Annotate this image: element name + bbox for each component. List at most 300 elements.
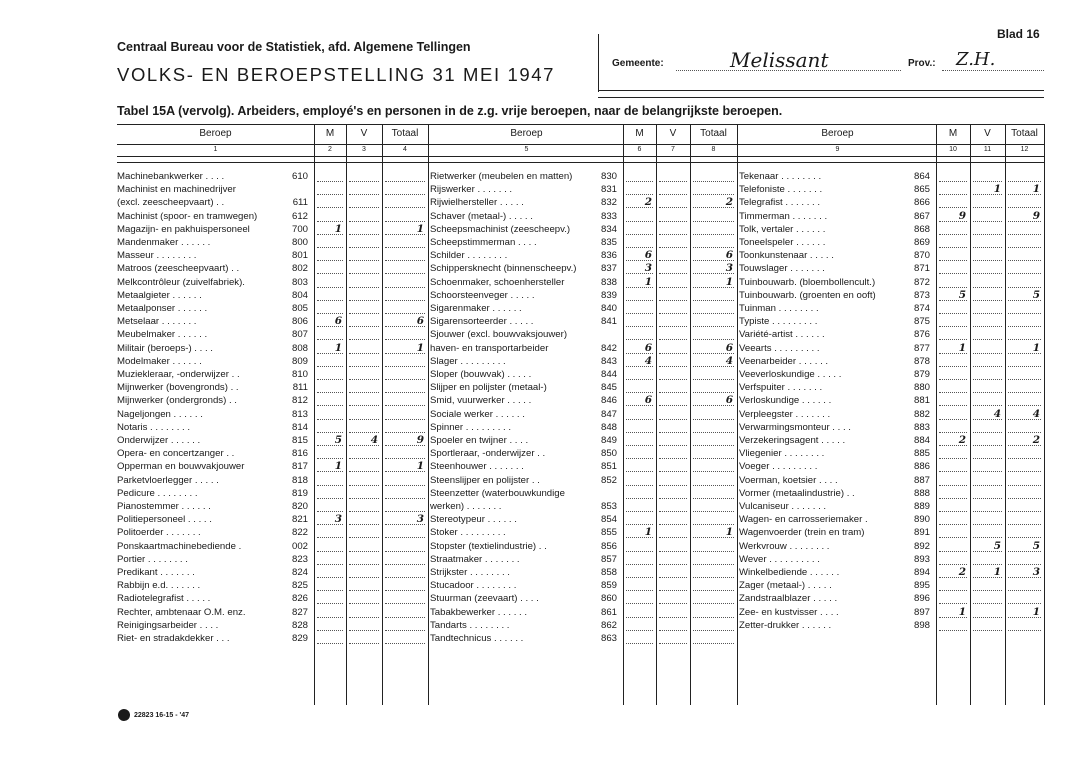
entry-line [317, 313, 343, 314]
table-row [430, 460, 623, 473]
entry-line [939, 432, 967, 433]
column-number: 9 [835, 146, 840, 153]
entry-line [626, 247, 653, 248]
table-row [117, 249, 314, 262]
entry-line [317, 392, 343, 393]
table-row [430, 632, 623, 645]
entry-line [349, 537, 379, 538]
table-row [430, 249, 623, 262]
count-male: 1 [958, 341, 966, 354]
entry-line [1008, 181, 1041, 182]
count-female: 4 [993, 407, 1001, 420]
table-row [430, 196, 623, 209]
occupation-code: 807 [291, 329, 308, 341]
table-row [430, 183, 623, 196]
entry-line [939, 630, 967, 631]
occupation-code: 876 [913, 329, 930, 341]
entry-line [939, 590, 967, 591]
occupation-name: Spoeler en twijner . . . . [430, 435, 529, 446]
occupation-name: Steenzetter (waterbouwkundige [430, 487, 565, 499]
occupation-code: 853 [600, 501, 617, 512]
occupation-name: Steenhouwer . . . . . . . [430, 461, 524, 473]
occupation-name: Pedicure . . . . . . . . [117, 487, 198, 499]
entry-line [693, 485, 734, 486]
entry-line [626, 485, 653, 486]
entry-line [317, 366, 343, 367]
occupation-name: Strijkster . . . . . . . . [430, 567, 510, 578]
block-3-m-header: M [948, 128, 958, 139]
entry-line [385, 366, 425, 367]
entry-line [693, 379, 734, 380]
occupation-code: 898 [913, 619, 930, 631]
entry-line [349, 221, 379, 222]
count-male: 9 [958, 209, 966, 222]
header-bottom-rule [117, 144, 1044, 145]
entry-line [939, 207, 967, 208]
occupation-code: 804 [291, 289, 308, 301]
occupation-code: 808 [291, 342, 308, 354]
table-row [117, 328, 314, 341]
occupation-name: Stuurman (zeevaart) . . . . [430, 593, 539, 605]
entry-line [973, 207, 1002, 208]
occupation-name: Tuinbouwarb. (bloembollencult.) [739, 276, 876, 288]
block-1-m-header: M [325, 128, 335, 139]
table-row [430, 474, 623, 487]
occupation-code: 809 [291, 355, 308, 367]
table-row [117, 606, 314, 619]
entry-line [693, 234, 734, 235]
entry-line [626, 339, 653, 340]
occupation-code: 841 [600, 316, 617, 328]
table-row [739, 526, 936, 539]
occupation-name: Verloskundige . . . . . . [739, 395, 832, 407]
occupation-name: Winkelbediende . . . . . . [739, 567, 840, 578]
occupation-code: 855 [600, 527, 617, 539]
count-male: 6 [644, 341, 652, 354]
table-row [117, 183, 314, 196]
table-row [430, 342, 623, 355]
count-total: 9 [416, 434, 424, 446]
count-female: 5 [993, 539, 1001, 552]
occupation-code: 842 [600, 342, 617, 354]
entry-line [939, 379, 967, 380]
entry-line [626, 643, 653, 644]
entry-line [385, 260, 425, 261]
body-top-rule [117, 162, 1044, 163]
block-1-col-line [382, 124, 383, 705]
occupation-code: 834 [600, 223, 617, 235]
entry-line [317, 590, 343, 591]
table-row [430, 487, 623, 500]
occupation-name: Slager . . . . . . . . . [430, 355, 506, 367]
entry-line [1008, 405, 1041, 406]
table-row [117, 632, 314, 645]
occupation-name: Wagenvoerder (trein en tram) [739, 527, 865, 539]
block-3-col-line [1044, 124, 1045, 705]
entry-line [1008, 313, 1041, 314]
occupation-name: Verpleegster . . . . . . . [739, 408, 831, 420]
table-row [739, 553, 936, 566]
count-total: 4 [1032, 407, 1040, 420]
table-row [117, 566, 314, 579]
occupation-code: 813 [291, 408, 308, 420]
count-female: 4 [370, 434, 378, 446]
occupation-name: Rijswerker . . . . . . . [430, 184, 513, 196]
table-row [117, 408, 314, 421]
entry-line [317, 485, 343, 486]
occupation-name: Typiste . . . . . . . . . [739, 316, 818, 328]
table-row [117, 553, 314, 566]
occupation-name: Tekenaar . . . . . . . . [739, 171, 822, 182]
table-row [739, 196, 936, 209]
occupation-name: Wagen- en carrosseriemaker . [739, 514, 868, 526]
occupation-code: 848 [600, 421, 617, 433]
count-male: 1 [334, 341, 342, 354]
count-total: 5 [1032, 288, 1040, 301]
table-row [430, 223, 623, 236]
entry-line [385, 194, 425, 195]
table-title: Tabel 15A (vervolg). Arbeiders, employé's en personen in de z.g. vrije beroepen, naar de belangrijkste beroepen. [117, 104, 783, 118]
occupation-name: Zee- en kustvisser . . . . [739, 606, 839, 618]
entry-line [385, 432, 425, 433]
occupation-name: Zetter-drukker . . . . . . [739, 619, 832, 631]
entry-line [385, 300, 425, 301]
occupation-code: 883 [913, 421, 930, 433]
table-row [739, 328, 936, 341]
table-row [739, 500, 936, 513]
column-number: 6 [637, 146, 642, 153]
entry-line [385, 221, 425, 222]
occupation-code: 823 [291, 553, 308, 565]
table-row [117, 262, 314, 275]
occupation-name: Tuinman . . . . . . . . [739, 303, 819, 314]
block-3-totaal-header: Totaal [1011, 128, 1038, 139]
table-row [739, 223, 936, 236]
entry-line [626, 234, 653, 235]
occupation-name: Predikant . . . . . . . [117, 567, 195, 578]
occupation-code: 812 [291, 395, 308, 407]
entry-line [659, 498, 687, 499]
entry-line [626, 564, 653, 565]
entry-line [973, 221, 1002, 222]
occupation-name: Verwarmingsmonteur . . . . [739, 421, 851, 433]
count-male: 3 [334, 513, 342, 526]
table-row [117, 500, 314, 513]
entry-line [349, 643, 379, 644]
occupation-name: Voerman, koetsier . . . . [739, 474, 838, 486]
entry-line [317, 551, 343, 552]
count-male: 1 [644, 526, 652, 539]
occupation-code: 885 [913, 448, 930, 460]
occupation-code: 858 [600, 567, 617, 578]
entry-line [939, 524, 967, 525]
entry-line [939, 485, 967, 486]
occupation-code: 857 [600, 553, 617, 565]
entry-line [659, 273, 687, 274]
entry-line [693, 617, 734, 618]
occupation-name: Schaver (metaal-) . . . . . [430, 210, 533, 222]
block-2-col-line [737, 124, 738, 705]
occupation-name: Schippersknecht (binnenscheepv.) [430, 263, 577, 275]
entry-line [385, 577, 425, 578]
entry-line [659, 590, 687, 591]
occupation-name: Rechter, ambtenaar O.M. enz. [117, 606, 246, 618]
table-row [117, 460, 314, 473]
table-row [739, 289, 936, 302]
entry-line [626, 551, 653, 552]
occupation-name: Onderwijzer . . . . . . [117, 435, 201, 446]
occupation-code: 895 [913, 580, 930, 592]
entry-line [693, 326, 734, 327]
table-row [117, 236, 314, 249]
table-row [739, 210, 936, 223]
gemeente-line [676, 70, 901, 71]
entry-line [349, 471, 379, 472]
entry-line [349, 405, 379, 406]
entry-line [973, 485, 1002, 486]
count-total: 1 [416, 460, 424, 473]
entry-line [317, 419, 343, 420]
occupation-name: Sigarensorteerder . . . . . [430, 316, 534, 328]
entry-line [626, 590, 653, 591]
entry-line [973, 392, 1002, 393]
entry-line [626, 419, 653, 420]
entry-line [385, 313, 425, 314]
entry-line [349, 247, 379, 248]
occupation-code: 815 [291, 435, 308, 446]
occupation-code: 886 [913, 461, 930, 473]
table-row [739, 474, 936, 487]
entry-line [973, 498, 1002, 499]
entry-line [385, 498, 425, 499]
entry-line [1008, 511, 1041, 512]
occupation-code: 837 [600, 263, 617, 275]
entry-line [1008, 432, 1041, 433]
entry-line [659, 643, 687, 644]
entry-line [973, 537, 1002, 538]
occupation-code: 869 [913, 237, 930, 248]
entry-line [973, 524, 1002, 525]
entry-line [659, 260, 687, 261]
occupation-code: 871 [913, 263, 930, 275]
occupation-name: Veenarbeider . . . . . . [739, 355, 829, 367]
entry-line [659, 247, 687, 248]
colnum-bottom-rule [117, 156, 1044, 157]
occupation-code: 826 [291, 593, 308, 605]
entry-line [626, 630, 653, 631]
occupation-code: 610 [291, 171, 308, 182]
table-row [430, 368, 623, 381]
occupation-name: Meubelmaker . . . . . . [117, 329, 208, 341]
occupation-code: 854 [600, 514, 617, 526]
table-row [117, 579, 314, 592]
entry-line [939, 313, 967, 314]
table-row [117, 302, 314, 315]
occupation-code: 866 [913, 197, 930, 209]
entry-line [659, 458, 687, 459]
entry-line [349, 432, 379, 433]
print-code: 22823 16-15 - '47 [134, 712, 189, 719]
entry-line [973, 630, 1002, 631]
entry-line [1008, 339, 1041, 340]
table-row [430, 592, 623, 605]
table-top-rule [117, 124, 1044, 125]
occupation-code: 882 [913, 408, 930, 420]
occupation-name: Vliegenier . . . . . . . . [739, 448, 825, 460]
occupation-code: 864 [913, 171, 930, 182]
entry-line [349, 630, 379, 631]
occupation-name: Schoorsteenveger . . . . . [430, 289, 535, 301]
entry-line [385, 287, 425, 288]
table-row [117, 474, 314, 487]
entry-line [385, 630, 425, 631]
count-female: 1 [993, 183, 1001, 196]
entry-line [626, 524, 653, 525]
table-row [430, 315, 623, 328]
entry-line [317, 511, 343, 512]
occupation-code: 897 [913, 606, 930, 618]
entry-line [385, 537, 425, 538]
occupation-code: 838 [600, 276, 617, 288]
occupation-name: Modelmaker . . . . . . [117, 355, 202, 367]
entry-line [1008, 326, 1041, 327]
table-row [430, 302, 623, 315]
entry-line [317, 458, 343, 459]
occupation-name: Metaalgieter . . . . . . [117, 289, 202, 301]
occupation-name: Verzekeringsagent . . . . . [739, 435, 846, 446]
occupation-code: 002 [291, 540, 308, 552]
table-row [430, 210, 623, 223]
occupation-code: 881 [913, 395, 930, 407]
entry-line [973, 273, 1002, 274]
organization-name: Centraal Bureau voor de Statistiek, afd. Algemene Tellingen [117, 40, 471, 54]
table-row [430, 236, 623, 249]
occupation-code: 810 [291, 369, 308, 380]
entry-line [973, 181, 1002, 182]
occupation-name: Zager (metaal-) . . . . . [739, 580, 832, 592]
entry-line [973, 353, 1002, 354]
entry-line [626, 445, 653, 446]
occupation-code: 806 [291, 316, 308, 328]
entry-line [385, 181, 425, 182]
entry-line [973, 432, 1002, 433]
table-row [739, 394, 936, 407]
entry-line [317, 577, 343, 578]
entry-line [973, 234, 1002, 235]
entry-line [1008, 471, 1041, 472]
count-total: 3 [416, 513, 424, 526]
occupation-name: Stoker . . . . . . . . . [430, 527, 506, 539]
entry-line [693, 247, 734, 248]
count-total: 6 [725, 394, 733, 407]
entry-line [659, 300, 687, 301]
entry-line [939, 392, 967, 393]
count-total: 6 [725, 249, 733, 262]
entry-line [659, 392, 687, 393]
entry-line [693, 564, 734, 565]
entry-line [973, 564, 1002, 565]
entry-line [659, 207, 687, 208]
entry-line [1008, 630, 1041, 631]
entry-line [1008, 485, 1041, 486]
table-row [430, 434, 623, 447]
entry-line [659, 432, 687, 433]
occupation-name: Steenslijper en polijster . . [430, 474, 540, 486]
entry-line [659, 339, 687, 340]
occupation-code: 850 [600, 448, 617, 460]
entry-line [1008, 564, 1041, 565]
entry-line [317, 630, 343, 631]
occupation-code: 859 [600, 580, 617, 592]
entry-line [939, 405, 967, 406]
occupation-name: werken) . . . . . . . [430, 501, 502, 512]
occupation-code: 880 [913, 382, 930, 394]
entry-line [317, 339, 343, 340]
entry-line [349, 366, 379, 367]
count-male: 4 [644, 354, 652, 367]
count-total: 3 [1032, 566, 1040, 578]
table-row [739, 315, 936, 328]
count-total: 1 [1032, 341, 1040, 354]
entry-line [659, 524, 687, 525]
table-row [739, 381, 936, 394]
occupation-code: 861 [600, 606, 617, 618]
table-row [739, 355, 936, 368]
occupation-code: 875 [913, 316, 930, 328]
table-row [430, 394, 623, 407]
occupation-name: Opperman en bouwvakjouwer [117, 461, 245, 473]
occupation-name: Notaris . . . . . . . . [117, 421, 191, 433]
occupation-name: Scheepsmachinist (zeescheepv.) [430, 223, 571, 235]
table-row [739, 592, 936, 605]
table-row [117, 487, 314, 500]
block-1-v-header: V [360, 128, 368, 139]
entry-line [693, 511, 734, 512]
entry-line [973, 445, 1002, 446]
table-row [430, 540, 623, 553]
block-2-col-line [690, 124, 691, 705]
entry-line [659, 287, 687, 288]
occupation-code: 888 [913, 487, 930, 499]
entry-line [317, 194, 343, 195]
entry-line [1008, 498, 1041, 499]
occupation-code: 874 [913, 303, 930, 314]
entry-line [626, 617, 653, 618]
entry-line [349, 458, 379, 459]
occupation-name: Machinist (spoor- en tramwegen) [117, 210, 258, 222]
entry-line [939, 603, 967, 604]
occupation-name: Voeger . . . . . . . . . [739, 461, 818, 473]
block-1-col-line [346, 124, 347, 705]
occupation-name: Magazijn- en pakhuispersoneel [117, 223, 250, 235]
entry-line [317, 260, 343, 261]
entry-line [939, 181, 967, 182]
occupation-name: Wever . . . . . . . . . . [739, 553, 820, 565]
entry-line [317, 498, 343, 499]
table-row [739, 368, 936, 381]
occupation-code: 802 [291, 263, 308, 275]
entry-line [693, 471, 734, 472]
count-total: 1 [1032, 183, 1040, 196]
entry-line [973, 590, 1002, 591]
occupation-name: Veearts . . . . . . . . . [739, 342, 820, 354]
occupation-name: Veeverloskundige . . . . . [739, 369, 842, 380]
table-row [117, 513, 314, 526]
count-male: 1 [644, 275, 652, 288]
occupation-name: Sigarenmaker . . . . . . [430, 303, 522, 314]
entry-line [973, 326, 1002, 327]
entry-line [317, 379, 343, 380]
